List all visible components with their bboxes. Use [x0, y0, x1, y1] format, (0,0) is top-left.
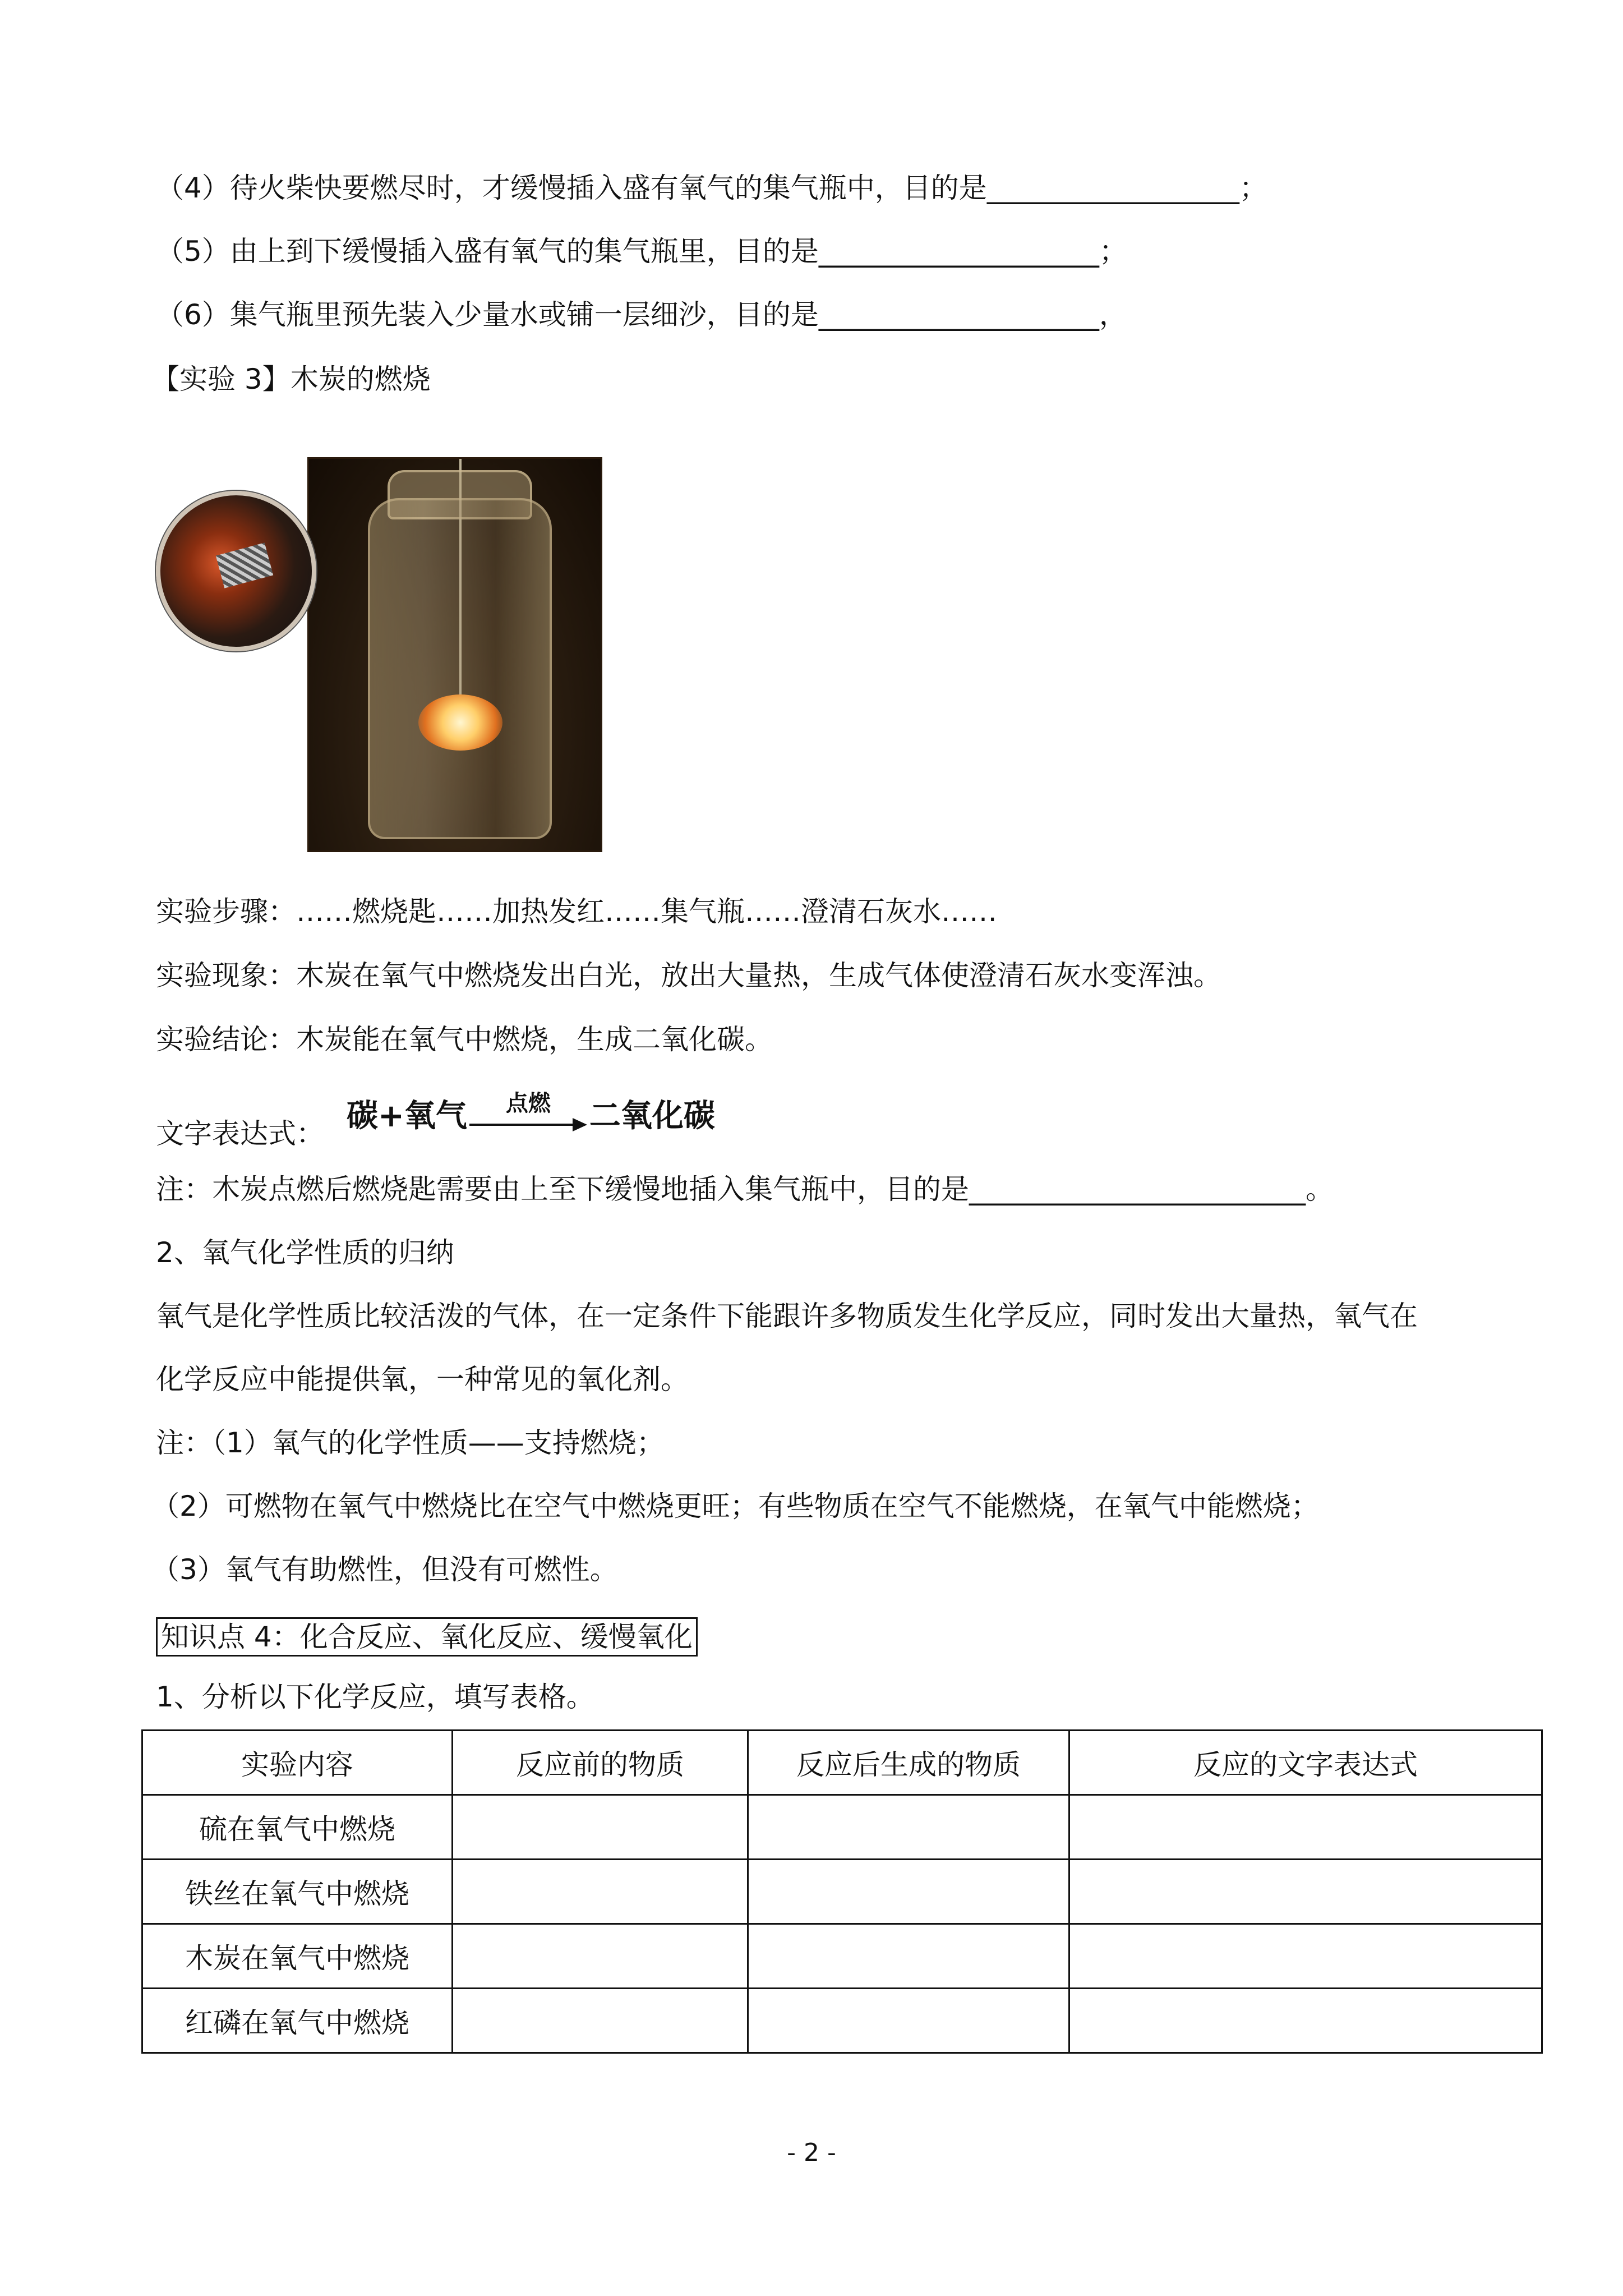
- table-row: [142, 1795, 1542, 1860]
- question-5: （5）由上到下缓慢插入盛有氧气的集气瓶里，目的是____________________；: [156, 235, 1127, 268]
- charcoal-inset-photo: [156, 491, 316, 651]
- answer-blank[interactable]: ________________________: [969, 1173, 1306, 1205]
- equation-product: 二氧化碳: [589, 1098, 715, 1134]
- question-4: （4）待火柴快要燃尽时，才缓慢插入盛有氧气的集气瓶中，目的是__________________；: [156, 172, 1267, 204]
- task-1: 1、分析以下化学反应，填写表格。: [156, 1681, 594, 1713]
- question-5-text: （5）由上到下缓慢插入盛有氧气的集气瓶里，目的是: [156, 235, 819, 268]
- table-cell-blank[interactable]: [1069, 1795, 1542, 1860]
- equation-reactants: 碳+氧气: [347, 1098, 467, 1134]
- experiment-3-heading: 【实验 3】木炭的燃烧: [151, 363, 431, 395]
- table-cell-blank[interactable]: [453, 1924, 748, 1989]
- word-equation-label: 文字表达式：: [156, 1117, 324, 1150]
- gas-jar: [368, 498, 552, 839]
- arrow-head-icon: [573, 1118, 587, 1131]
- table-cell-blank[interactable]: [453, 1795, 748, 1860]
- word-equation: [347, 1091, 715, 1136]
- table-cell-blank[interactable]: [1069, 1924, 1542, 1989]
- table-header: 反应的文字表达式: [1069, 1731, 1542, 1795]
- table-header-row: [142, 1731, 1542, 1795]
- question-4-text: （4）待火柴快要燃尽时，才缓慢插入盛有氧气的集气瓶中，目的是: [156, 172, 987, 204]
- table-cell-blank[interactable]: [1069, 1860, 1542, 1924]
- burning-charcoal: [418, 694, 502, 751]
- charcoal-combustion-photo: [156, 457, 605, 850]
- summary-line-1: 氧气是化学性质比较活泼的气体，在一定条件下能跟许多物质发生化学反应，同时发出大量热，氧气在: [156, 1300, 1418, 1332]
- answer-blank[interactable]: __________________: [986, 172, 1239, 204]
- table-cell-blank[interactable]: [748, 1795, 1069, 1860]
- table-row: [142, 1924, 1542, 1989]
- note-1: 注：（1）氧气的化学性质——支持燃烧；: [156, 1427, 665, 1459]
- gas-jar-photo: [307, 457, 602, 852]
- table-header: 实验内容: [142, 1731, 453, 1795]
- experiment-conclusion: 实验结论：木炭能在氧气中燃烧，生成二氧化碳。: [156, 1023, 773, 1056]
- table-cell-experiment: 红磷在氧气中燃烧: [142, 1989, 453, 2053]
- question-6: （6）集气瓶里预先装入少量水或铺一层细沙，目的是____________________，: [156, 298, 1127, 331]
- table-header: 反应后生成的物质: [748, 1731, 1069, 1795]
- table-cell-blank[interactable]: [453, 1989, 748, 2053]
- table-header: 反应前的物质: [453, 1731, 748, 1795]
- table-cell-blank[interactable]: [748, 1860, 1069, 1924]
- table-row: [142, 1860, 1542, 1924]
- experiment-steps: 实验步骤：……燃烧匙……加热发红……集气瓶……澄清石灰水……: [156, 895, 997, 928]
- summary-line-2: 化学反应中能提供氧，一种常见的氧化剂。: [156, 1363, 689, 1396]
- reaction-table: [141, 1729, 1543, 2054]
- note-3: （3）氧气有助燃性，但没有可燃性。: [151, 1553, 618, 1586]
- question-6-text: （6）集气瓶里预先装入少量水或铺一层细沙，目的是: [156, 298, 819, 331]
- reaction-arrow: [469, 1091, 587, 1136]
- table-cell-experiment: 硫在氧气中燃烧: [142, 1795, 453, 1860]
- section-2-heading: 2、氧气化学性质的归纳: [156, 1236, 454, 1269]
- answer-blank[interactable]: ____________________: [818, 298, 1099, 331]
- reaction-condition: 点燃: [505, 1091, 551, 1116]
- table-cell-blank[interactable]: [1069, 1989, 1542, 2053]
- note-2: （2）可燃物在氧气中燃烧比在空气中燃烧更旺；有些物质在空气不能燃烧，在氧气中能燃烧；: [151, 1490, 1319, 1522]
- table-cell-blank[interactable]: [748, 1989, 1069, 2053]
- table-cell-blank[interactable]: [453, 1860, 748, 1924]
- table-cell-blank[interactable]: [748, 1924, 1069, 1989]
- table-cell-experiment: 铁丝在氧气中燃烧: [142, 1860, 453, 1924]
- table-row: [142, 1989, 1542, 2053]
- note-line: 注：木炭点燃后燃烧匙需要由上至下缓慢地插入集气瓶中，目的是________________________。: [156, 1173, 1334, 1205]
- knowledge-point-4-heading: 知识点 4：化合反应、氧化反应、缓慢氧化: [156, 1617, 698, 1657]
- page-number: - 2 -: [787, 2138, 836, 2167]
- answer-blank[interactable]: ____________________: [818, 235, 1099, 268]
- table-cell-experiment: 木炭在氧气中燃烧: [142, 1924, 453, 1989]
- experiment-phenomenon: 实验现象：木炭在氧气中燃烧发出白光，放出大量热，生成气体使澄清石灰水变浑浊。: [156, 959, 1221, 992]
